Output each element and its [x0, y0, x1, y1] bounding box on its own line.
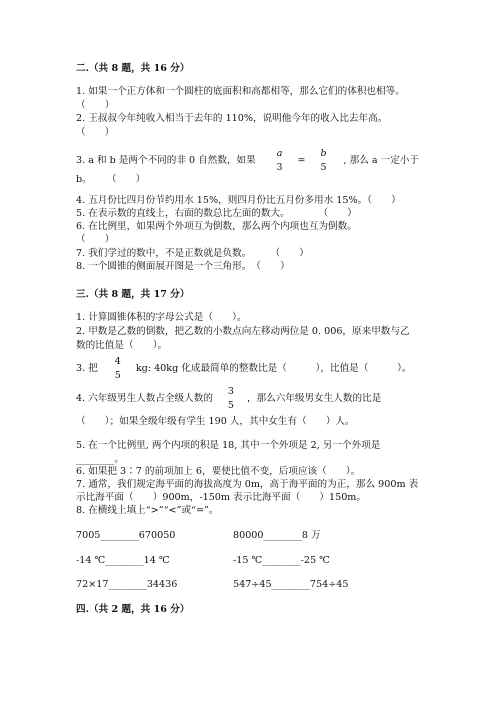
fraction-denominator: 5	[114, 370, 121, 381]
s3-q3-text-a: 3. 把	[76, 363, 98, 374]
s3-q3-text-b: kg: 40kg 化成最简单的整数比是（ ），比值是（ ）。	[135, 363, 412, 374]
section-4-heading: 四.（共 2 题，共 16 分）	[76, 604, 190, 615]
fraction-a-over-3	[276, 148, 284, 174]
s2-question-3-answer: （ ）	[111, 174, 146, 185]
compare-row-2	[76, 555, 330, 567]
s2-question-7: 7. 我们学过的数中，不是正数就是负数。 （ ）	[76, 248, 309, 259]
s2-question-3	[76, 148, 419, 174]
s3-question-5: 5. 在一个比例里, 两个内项的积是 18, 其中一个外项是 2, 另一个外项是	[76, 440, 381, 451]
s2-question-6-answer: （ ）	[76, 234, 115, 245]
equals-sign: =	[297, 155, 306, 166]
fraction-denominator: 5	[320, 162, 327, 173]
fraction-numerator: 4	[114, 356, 121, 367]
fraction-3-over-5	[227, 386, 235, 412]
s2-question-5: 5. 在表示数的直线上，右面的数总比左面的数大。 （ ）	[76, 208, 357, 219]
s3-question-4	[76, 386, 381, 412]
compare-item-left: 7005________670050	[76, 530, 176, 541]
s2-q3-text-a: 3. a 和 b 是两个不同的非 0 自然数，如果	[76, 155, 256, 166]
s3-question-3	[76, 356, 412, 382]
s2-question-1-answer: （ ）	[76, 100, 115, 111]
compare-row-3	[76, 579, 349, 591]
compare-item-left: -14 ℃________14 ℃	[76, 555, 170, 566]
fraction-b-over-5	[319, 148, 327, 174]
s3-question-5-cont: ________。	[76, 454, 124, 465]
s2-question-8: 8. 一个圆锥的侧面展开图是一个三角形。 （ ）	[76, 261, 290, 272]
s2-question-6: 6. 在比例里，如果两个外项互为倒数，那么两个内项也互为倒数。	[76, 221, 357, 232]
compare-item-right: 80000________8 万	[233, 530, 321, 541]
fraction-denominator: 3	[276, 162, 283, 173]
s2-question-1: 1. 如果一个正方体和一个圆柱的底面积和高都相等，那么它们的体积也相等。	[76, 86, 405, 97]
compare-item-right: -15 ℃________-25 ℃	[233, 555, 330, 566]
fraction-denominator: 5	[227, 400, 234, 411]
fraction-numerator: 3	[227, 386, 234, 397]
section-3-heading: 三.（共 8 题，共 17 分）	[76, 289, 190, 300]
s3-q4-text-b: ，那么六年级男女生人数的比是	[246, 393, 382, 404]
s2-question-2: 2. 王叔叔今年纯收入相当于去年的 110%，说明他今年的收入比去年高。	[76, 113, 388, 124]
compare-item-right: 547÷45________754÷45	[233, 579, 349, 590]
fraction-numerator: a	[276, 148, 283, 159]
s3-question-8: 8. 在横线上填上“>”“<”或“=”。	[76, 505, 219, 516]
section-2-heading: 二.（共 8 题，共 16 分）	[76, 63, 190, 74]
s2-q3-text-b: , 那么 a 一定小于	[343, 155, 420, 166]
compare-row-1	[76, 530, 321, 542]
s2-q3-text-c: b。	[76, 174, 92, 185]
s3-question-2: 2. 甲数是乙数的倒数，把乙数的小数点向左移动两位是 0. 006，原来甲数与乙	[76, 326, 410, 337]
s2-question-2-answer: （ ）	[76, 127, 115, 138]
compare-item-left: 72×17________34436	[76, 579, 178, 590]
s2-question-4: 4. 五月份比四月份节约用水 15%，则四月份比五月份多用水 15%。（ ）	[76, 195, 401, 206]
s3-question-6: 6. 如果把 3∶7 的前项加上 6，要使比值不变，后项应该（ ）。	[76, 466, 361, 477]
s3-question-2-cont: 数的比值是（ ）。	[76, 340, 168, 351]
s3-question-1: 1. 计算圆锥体积的字母公式是（ ）。	[76, 312, 247, 323]
s3-question-7-cont: 示比海平面（ ）900m，-150m 表示比海平面（ ）150m。	[76, 492, 366, 503]
fraction-4-over-5	[114, 356, 122, 382]
s3-q4-text-a: 4. 六年级男生人数占全级人数的	[76, 393, 213, 404]
s3-question-4-cont: （ ）；如果全级年级有学生 190 人，其中女生有（ ）人。	[76, 416, 355, 427]
s3-question-7: 7. 通常，我们规定海平面的海拔高度为 0m，高于海平面的为正，那么 900m 表	[76, 479, 419, 490]
s2-question-3-cont	[76, 174, 145, 186]
fraction-numerator: b	[320, 148, 327, 159]
